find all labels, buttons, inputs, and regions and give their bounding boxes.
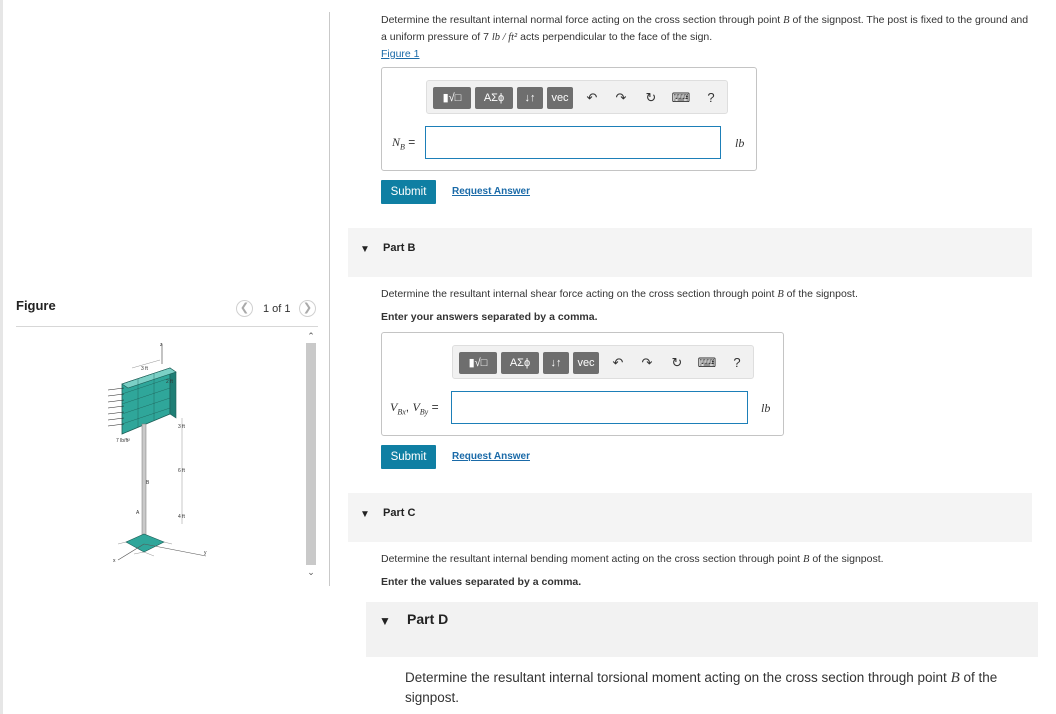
y-axis-line	[144, 544, 206, 556]
dim-label-4ft: 4 ft	[178, 514, 185, 520]
templates-button[interactable]: ▮√□	[459, 352, 497, 374]
part-b-request-answer-link[interactable]: Request Answer	[452, 451, 530, 462]
part-b-prompt	[381, 286, 1031, 303]
chevron-up-icon[interactable]: ⌃	[307, 331, 315, 341]
signpost-figure	[104, 338, 214, 570]
y-axis-label: y	[204, 550, 207, 556]
scrollbar-thumb[interactable]	[306, 343, 316, 565]
figure-divider	[16, 326, 318, 327]
part-b-label-sub1: Bx	[397, 407, 406, 417]
reset-icon[interactable]: ↻	[671, 355, 683, 370]
part-a-answer-input[interactable]	[425, 126, 721, 159]
part-c-point: B	[803, 554, 810, 565]
part-a-prompt	[381, 12, 1031, 62]
part-a-label-eq: =	[408, 135, 416, 149]
redo-icon[interactable]: ↷	[615, 90, 627, 105]
part-a-unit: lb	[735, 136, 745, 150]
part-d-title: Part D	[407, 611, 449, 627]
part-a-submit-button[interactable]: Submit	[381, 180, 436, 204]
figure-panel	[0, 0, 330, 714]
part-b-label-sub2: By	[419, 407, 429, 417]
part-a-math-toolbar	[426, 80, 728, 114]
part-a-prompt-text-2: of the signpost. The post is fixed to the ground and a uniform pressure of 7	[381, 14, 1029, 43]
part-b-answer-input[interactable]	[451, 391, 748, 424]
part-b-submit-button[interactable]: Submit	[381, 445, 436, 469]
part-d-prompt-text-2: of the signpost.	[405, 670, 998, 705]
part-b-label-sep: ,	[405, 400, 413, 414]
figure-counter: 1 of 1	[263, 303, 291, 315]
part-b-label-var2: V	[412, 400, 420, 414]
part-b-instruction: Enter your answers separated by a comma.	[381, 311, 598, 323]
part-b-label-var1: V	[390, 400, 398, 414]
part-b-prompt-text-2: of the signpost.	[786, 288, 858, 300]
figure-scrollbar[interactable]	[305, 330, 317, 578]
part-a-point: B	[783, 15, 790, 26]
part-d-header[interactable]	[366, 602, 1038, 657]
dim-label-6ft: 6 ft	[178, 468, 185, 474]
reset-icon[interactable]: ↻	[645, 90, 657, 105]
caret-down-icon: ▼	[360, 244, 370, 255]
sign-board-side	[170, 368, 176, 418]
part-c-prompt	[381, 551, 1031, 568]
part-c-title: Part C	[383, 507, 416, 519]
dim-label-3ft-side: 3 ft	[178, 424, 185, 430]
arrows-button[interactable]: ↓↑	[543, 352, 569, 374]
part-c-instruction: Enter the values separated by a comma.	[381, 576, 582, 588]
part-b-unit: lb	[761, 401, 771, 415]
point-b-label: B	[146, 480, 150, 486]
templates-button[interactable]: ▮√□	[433, 87, 471, 109]
part-a-label-var: N	[392, 135, 401, 149]
x-axis-label: x	[113, 558, 116, 564]
part-b-math-toolbar	[452, 345, 754, 379]
greek-symbols-button[interactable]: ΑΣϕ	[475, 87, 513, 109]
part-b-title: Part B	[383, 242, 416, 254]
undo-icon[interactable]: ↶	[586, 90, 598, 105]
part-b-equation-label	[390, 400, 439, 416]
greek-symbols-button[interactable]: ΑΣϕ	[501, 352, 539, 374]
part-b-header[interactable]	[348, 228, 1032, 277]
signpost-base	[126, 534, 164, 552]
undo-icon[interactable]: ↶	[612, 355, 624, 370]
part-a-answer-box	[381, 67, 757, 171]
keyboard-icon[interactable]: ⌨	[697, 355, 717, 370]
part-a-equation-label	[392, 135, 415, 151]
part-c-header[interactable]	[348, 493, 1032, 542]
panel-divider	[329, 12, 330, 586]
part-a-prompt-text-1: Determine the resultant internal normal force acting on the cross section through point	[381, 14, 781, 26]
part-d-point: B	[950, 670, 960, 686]
keyboard-icon[interactable]: ⌨	[671, 90, 691, 105]
part-d-prompt-text-1: Determine the resultant internal torsional moment acting on the cross section through point	[405, 670, 947, 685]
point-a-label: A	[136, 510, 140, 516]
figure-title: Figure	[16, 298, 56, 313]
help-icon[interactable]: ?	[707, 90, 715, 105]
caret-down-icon: ▼	[360, 509, 370, 520]
part-a-prompt-text-3: acts perpendicular to the face of the sign.	[520, 31, 713, 43]
vec-button[interactable]: vec	[573, 352, 599, 374]
part-c-prompt-text-1: Determine the resultant internal bending moment acting on the cross section through point	[381, 553, 801, 565]
figure-prev-button[interactable]	[236, 300, 253, 317]
z-axis-label: z	[160, 342, 163, 348]
vec-button[interactable]: vec	[547, 87, 573, 109]
part-c-prompt-text-2: of the signpost.	[812, 553, 884, 565]
chevron-left-icon: ❮	[239, 302, 250, 314]
part-b-answer-box	[381, 332, 784, 436]
dim-label-2ft: 2 ft	[166, 379, 173, 385]
part-a-label-sub: B	[400, 142, 405, 152]
part-b-point: B	[777, 289, 784, 300]
help-icon[interactable]: ?	[733, 355, 741, 370]
pressure-label: 7 lb/ft²	[116, 438, 130, 444]
redo-icon[interactable]: ↷	[641, 355, 653, 370]
arrows-button[interactable]: ↓↑	[517, 87, 543, 109]
chevron-down-icon[interactable]: ⌄	[307, 567, 315, 577]
part-b-label-eq: =	[431, 400, 439, 414]
figure-1-link[interactable]: Figure 1	[381, 48, 420, 60]
part-a-request-answer-link[interactable]: Request Answer	[452, 186, 530, 197]
dim-label-3ft-top: 3 ft	[141, 366, 148, 372]
pressure-arrows	[108, 388, 124, 426]
figure-next-button[interactable]	[299, 300, 316, 317]
caret-down-icon: ▼	[379, 614, 391, 628]
chevron-right-icon: ❯	[302, 302, 313, 314]
x-axis-line	[118, 544, 144, 560]
part-d-prompt	[405, 668, 1045, 708]
part-b-prompt-text-1: Determine the resultant internal shear force acting on the cross section through point	[381, 288, 775, 300]
part-a-pressure-unit: lb / ft²	[491, 32, 518, 43]
